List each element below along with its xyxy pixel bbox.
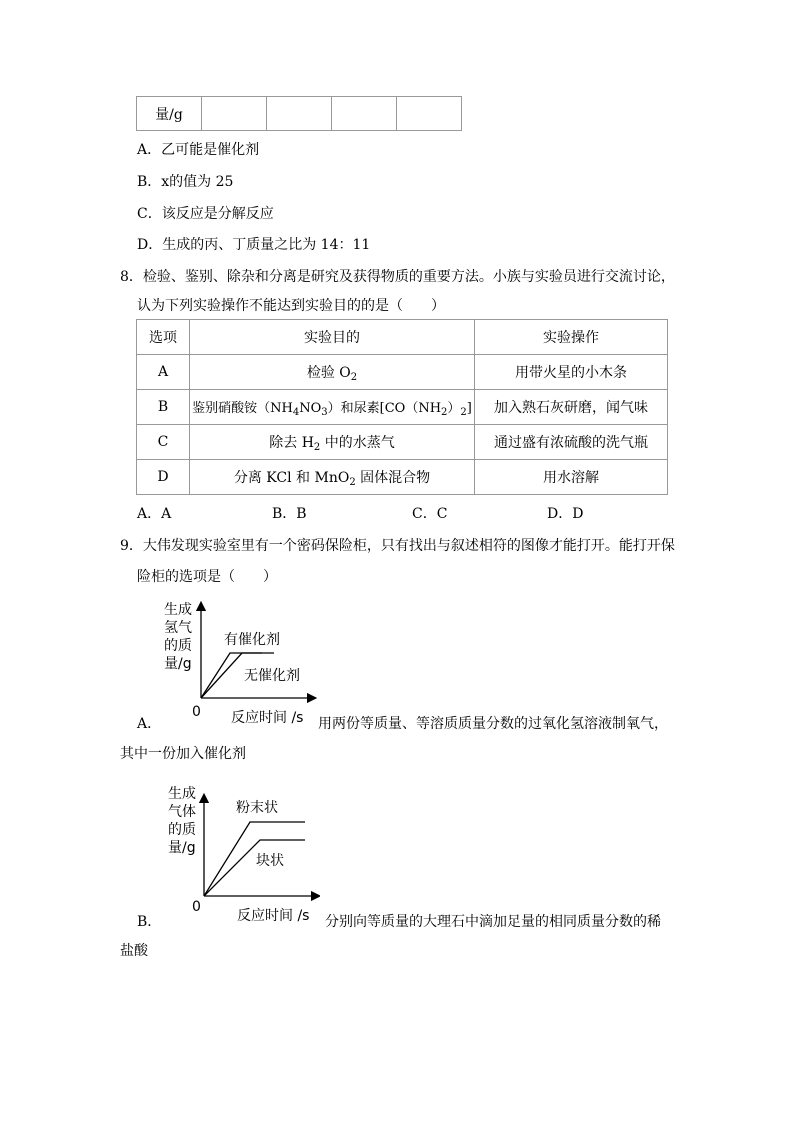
header-operation: 实验操作 (475, 320, 668, 355)
graph-a-series-2: 无催化剂 (244, 668, 300, 684)
row-operation: 用水溶解 (475, 460, 668, 495)
q8-answer-d: D．D (547, 506, 584, 522)
table-header-row (137, 320, 668, 355)
graph-b-line-lump (204, 840, 305, 896)
table-cell-empty (332, 97, 397, 131)
q8-answer-a: A．A (137, 506, 172, 522)
q8-answer-c: C．C (412, 506, 448, 522)
graph-a-origin: 0 (192, 704, 201, 720)
row-option: A (137, 355, 190, 390)
q9-option-b-text2: 盐酸 (120, 943, 148, 959)
q8-stem-line2: 认为下列实验操作不能达到实验目的的是（ ） (137, 298, 445, 314)
table-row (137, 390, 668, 425)
header-option: 选项 (137, 320, 190, 355)
q9-option-a-label: A． (137, 716, 162, 732)
graph-b-xlabel: 反应时间 /s (237, 908, 310, 924)
table-row (137, 460, 668, 495)
q9-stem-line2: 险柜的选项是（ ） (137, 569, 277, 585)
q9-option-a-text1: 用两份等质量、等溶质质量分数的过氧化氢溶液制氧气， (318, 716, 668, 732)
q7-option-d: D．生成的丙、丁质量之比为 14：11 (137, 237, 371, 253)
row-operation: 用带火星的小木条 (475, 355, 668, 390)
row-purpose: 检验 $O_2$ (190, 355, 475, 390)
graph-b-ylabel-2: 气体 (168, 804, 196, 820)
row-option: B (137, 390, 190, 425)
graph-b-series-2: 块状 (256, 853, 284, 869)
q9-option-a-text2: 其中一份加入催化剂 (120, 746, 246, 762)
graph-b-ylabel-4: 量/g (168, 840, 196, 856)
q9-option-b-label: B． (137, 914, 162, 930)
graph-b-origin: 0 (192, 899, 201, 915)
q7-option-a: A．乙可能是催化剂 (137, 142, 260, 158)
table-cell-label: 量/g (137, 97, 202, 131)
table-cell-empty (202, 97, 267, 131)
q7-option-b: B．x的值为 25 (137, 174, 234, 190)
row-option: D (137, 460, 190, 495)
q7-option-c: C．该反应是分解反应 (137, 206, 274, 222)
row-purpose: 除去 $H_2$ 中的水蒸气 (190, 425, 475, 460)
graph-a-ylabel-1: 生成 (164, 602, 192, 618)
graph-b-ylabel-1: 生成 (168, 786, 196, 802)
header-purpose: 实验目的 (190, 320, 475, 355)
graph-b-line-powder (204, 822, 305, 896)
row-purpose: 分离 KCl 和 MnO$_2$ 固体混合物 (190, 460, 475, 495)
table-row (137, 425, 668, 460)
graph-a-ylabel-4: 量/g (164, 656, 192, 672)
graph-b-series-1: 粉末状 (236, 800, 278, 816)
row-operation: 加入熟石灰研磨，闻气味 (475, 390, 668, 425)
table-cell-empty (267, 97, 332, 131)
row-operation: 通过盛有浓硫酸的洗气瓶 (475, 425, 668, 460)
table-row (137, 355, 668, 390)
row-option: C (137, 425, 190, 460)
q8-stem-line1: 8．检验、鉴别、除杂和分离是研究及获得物质的重要方法。小族与实验员进行交流讨论， (120, 269, 675, 285)
experiment-table (136, 319, 668, 495)
row-purpose: 鉴别硝酸铵$(NH_4NO_3)$和尿素$[CO(NH_2)_2]$ (190, 390, 475, 425)
data-table-fragment (136, 96, 462, 131)
graph-a-ylabel-3: 的质 (164, 638, 192, 654)
q9-stem-line1: 9．大伟发现实验室里有一个密码保险柜，只有找出与叙述相符的图像才能打开。能打开保 (120, 538, 675, 554)
graph-a-series-1: 有催化剂 (224, 632, 280, 648)
graph-b (160, 782, 320, 912)
q9-option-b-text1: 分别向等质量的大理石中滴加足量的相同质量分数的稀 (325, 914, 661, 930)
q8-answer-b: B．B (272, 506, 307, 522)
graph-b-ylabel-3: 的质 (168, 822, 196, 838)
graph-a-ylabel-2: 氢气 (164, 620, 192, 636)
table-cell-empty (397, 97, 462, 131)
graph-a-xlabel: 反应时间 /s (231, 710, 304, 726)
